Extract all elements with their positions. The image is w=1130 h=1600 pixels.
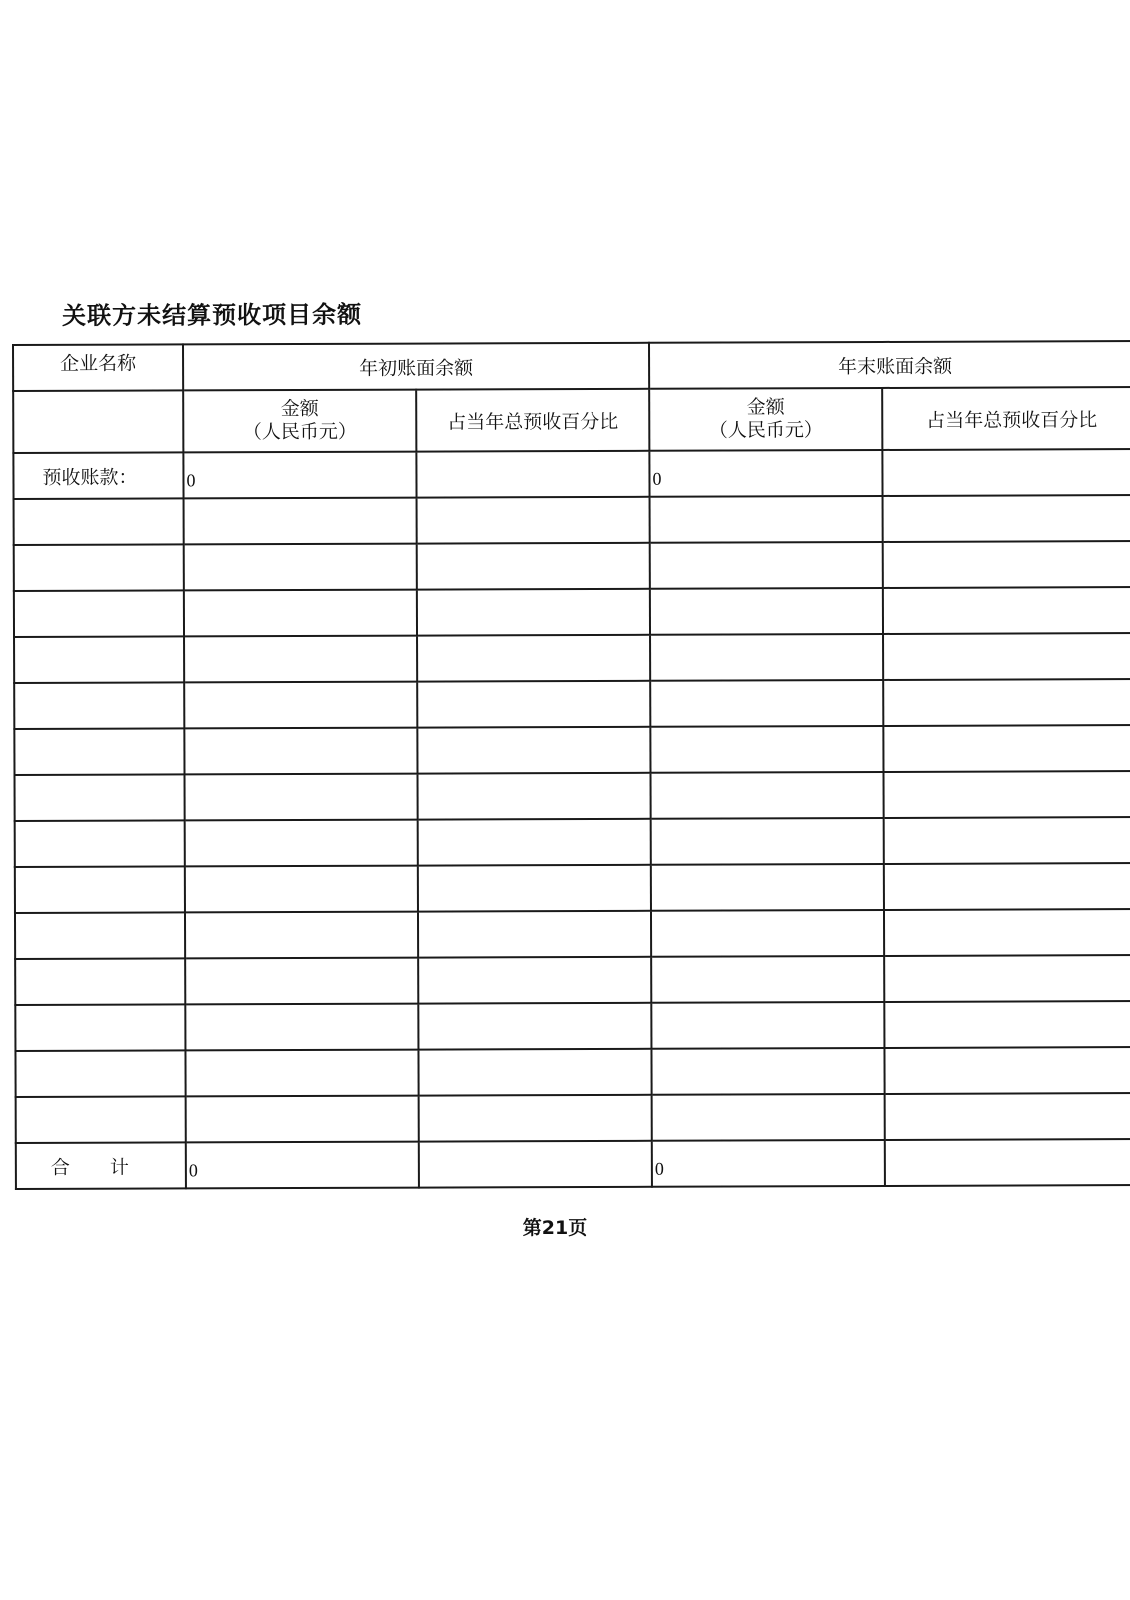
empty-cell: [14, 636, 184, 683]
advance-receipts-row: [13, 449, 1130, 499]
empty-cell: [185, 912, 418, 959]
empty-cell: [651, 772, 884, 819]
related-party-receipts-table-wrapper: [12, 340, 1130, 1190]
empty-cell: [883, 633, 1130, 680]
empty-cell: [14, 682, 184, 729]
header-company-name: 企业名称: [13, 344, 183, 391]
empty-cell: [14, 498, 184, 545]
empty-row: [15, 771, 1130, 821]
empty-cell: [884, 1001, 1130, 1048]
total-label: 合计: [16, 1142, 186, 1189]
empty-cell: [650, 726, 883, 773]
empty-cell: [418, 1049, 651, 1096]
empty-cell: [884, 863, 1130, 910]
header-row-columns: [13, 387, 1130, 453]
total-closing-percentage-cell: [885, 1139, 1130, 1186]
empty-cell: [184, 590, 417, 637]
empty-cell: [16, 1096, 186, 1143]
empty-cell: [650, 588, 883, 635]
empty-cell: [185, 866, 418, 913]
empty-cell: [418, 911, 651, 958]
empty-cell: [186, 1096, 419, 1143]
empty-cell: [418, 865, 651, 912]
empty-cell: [418, 819, 651, 866]
empty-cell: [650, 680, 883, 727]
empty-row: [15, 1047, 1130, 1097]
empty-row: [14, 495, 1130, 545]
empty-cell: [884, 1047, 1130, 1094]
empty-row: [14, 587, 1130, 637]
empty-cell: [651, 910, 884, 957]
empty-row: [15, 1001, 1130, 1051]
empty-cell: [884, 955, 1130, 1002]
empty-cell: [15, 866, 185, 913]
empty-cell: [651, 818, 884, 865]
empty-cell: [15, 1004, 185, 1051]
advance-receipts-label: 预收账款：: [13, 452, 183, 499]
header-opening-amount: 金额 （人民币元）: [183, 390, 416, 453]
empty-cell: [883, 587, 1130, 634]
empty-cell: [184, 636, 417, 683]
empty-cell: [884, 817, 1130, 864]
related-party-receipts-table: [12, 340, 1130, 1190]
empty-cell: [651, 864, 884, 911]
empty-cell: [417, 543, 650, 590]
closing-amount-cell: 0: [649, 450, 882, 497]
empty-cell: [15, 912, 185, 959]
empty-cell: [884, 909, 1130, 956]
empty-cell: [419, 1095, 652, 1142]
total-opening-percentage-cell: [419, 1141, 652, 1188]
header-opening-percentage: 占当年总预收百分比: [416, 389, 649, 452]
empty-cell: [652, 1094, 885, 1141]
empty-cell: [417, 589, 650, 636]
empty-cell: [14, 590, 184, 637]
header-empty-cell: [13, 390, 183, 453]
empty-row: [15, 955, 1130, 1005]
empty-cell: [15, 958, 185, 1005]
empty-cell: [651, 1002, 884, 1049]
empty-row: [15, 817, 1130, 867]
empty-cell: [14, 544, 184, 591]
empty-cell: [883, 725, 1130, 772]
empty-cell: [417, 635, 650, 682]
empty-cell: [883, 679, 1130, 726]
empty-row: [15, 909, 1130, 959]
opening-percentage-cell: [416, 451, 649, 498]
empty-cell: [185, 820, 418, 867]
empty-cell: [884, 771, 1130, 818]
empty-cell: [15, 1050, 185, 1097]
empty-cell: [184, 544, 417, 591]
empty-cell: [651, 1048, 884, 1095]
closing-percentage-cell: [882, 449, 1130, 496]
opening-amount-cell: 0: [183, 452, 416, 499]
header-closing-balance: 年末账面余额: [649, 341, 1130, 389]
empty-cell: [650, 496, 883, 543]
empty-cell: [418, 773, 651, 820]
empty-cell: [650, 542, 883, 589]
empty-cell: [418, 1003, 651, 1050]
empty-cell: [418, 957, 651, 1004]
empty-cell: [184, 682, 417, 729]
empty-cell: [184, 728, 417, 775]
empty-cell: [185, 958, 418, 1005]
empty-cell: [185, 1050, 418, 1097]
header-closing-percentage: 占当年总预收百分比: [882, 387, 1130, 450]
header-closing-amount: 金额 （人民币元）: [649, 388, 882, 451]
empty-cell: [885, 1093, 1130, 1140]
empty-cell: [184, 498, 417, 545]
empty-cell: [185, 1004, 418, 1051]
empty-row: [14, 633, 1130, 683]
empty-cell: [15, 774, 185, 821]
empty-cell: [883, 495, 1130, 542]
empty-row: [14, 679, 1130, 729]
empty-row: [16, 1093, 1130, 1143]
empty-cell: [651, 956, 884, 1003]
page-title: 关联方未结算预收项目余额: [62, 300, 363, 330]
total-row: [16, 1139, 1130, 1189]
empty-row: [14, 725, 1130, 775]
empty-cell: [14, 728, 184, 775]
empty-row: [15, 863, 1130, 913]
total-closing-amount-cell: 0: [652, 1140, 885, 1187]
header-opening-balance: 年初账面余额: [183, 343, 649, 391]
page-number: 第21页: [522, 1217, 588, 1239]
empty-row: [14, 541, 1130, 591]
empty-cell: [15, 820, 185, 867]
empty-cell: [417, 681, 650, 728]
total-opening-amount-cell: 0: [186, 1142, 419, 1189]
empty-cell: [417, 497, 650, 544]
empty-cell: [650, 634, 883, 681]
empty-cell: [883, 541, 1130, 588]
empty-cell: [185, 774, 418, 821]
header-row-groups: [13, 341, 1130, 391]
empty-cell: [417, 727, 650, 774]
